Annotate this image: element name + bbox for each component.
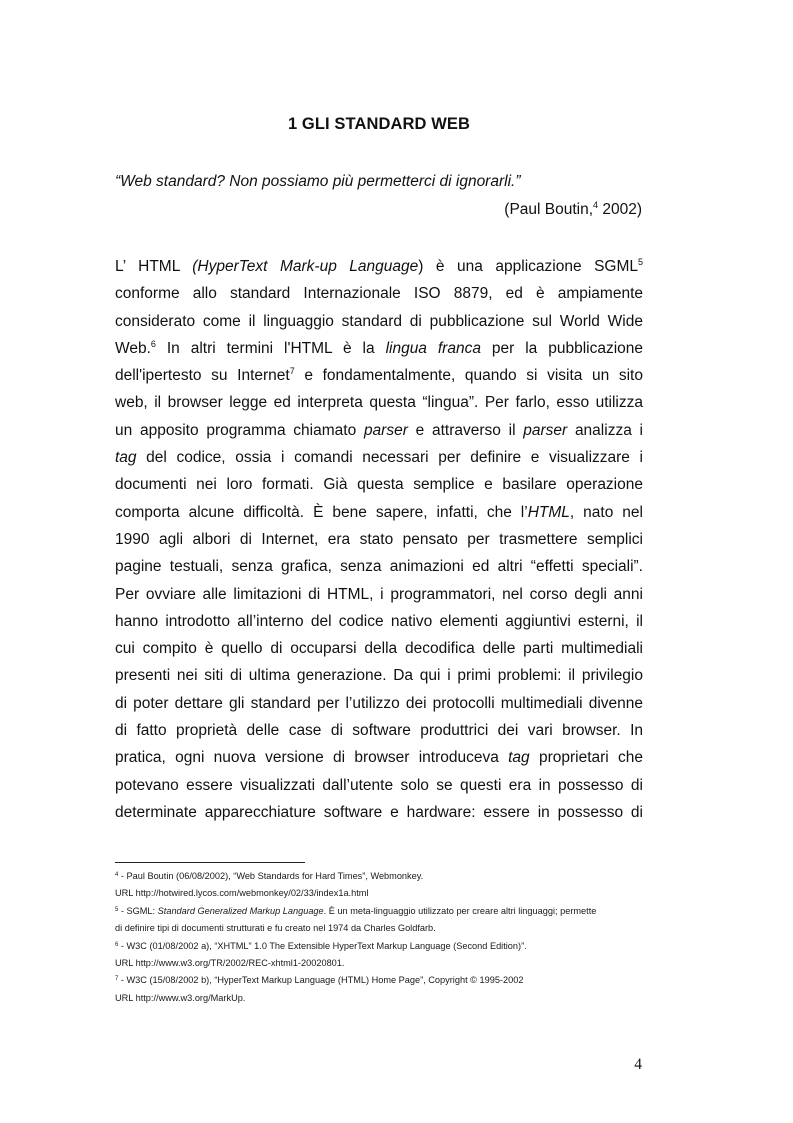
footnote-line [115, 868, 643, 885]
body-line [115, 608, 643, 635]
body-text: documenti nei loro formati. Già questa semplice e basilare operazione [115, 476, 643, 494]
body-line [115, 772, 643, 799]
body-italic: lingua franca [385, 339, 481, 357]
footnote-text: - W3C (01/08/2002 a), “XHTML” 1.0 The Extensible HyperText Markup Language (Second Edition)”. [118, 940, 527, 951]
body-line [115, 253, 643, 280]
body-text: hanno introdotto all’interno del codice nativo elementi aggiuntivi esterni, il [115, 612, 643, 630]
footnote-ref-4: 4 [115, 872, 119, 878]
footnote-ref-6: 6 [150, 338, 156, 349]
body-text: e fondamentalmente, quando si visita un sito [294, 367, 643, 385]
body-text: Web. [115, 339, 151, 357]
body-text: un apposito programma chiamato [115, 421, 364, 439]
body-text: e attraverso il [407, 421, 524, 439]
body-paragraph [115, 253, 643, 826]
body-text: determinate apparecchiature software e hardware: essere in possesso di [115, 803, 643, 821]
body-line [115, 499, 643, 526]
epigraph-quote: “Web standard? Non possiamo più permetterci di ignorarli.” [115, 173, 521, 190]
footnote-line [115, 990, 643, 1007]
page-number: 4 [634, 1056, 642, 1073]
footnote-text: di definire tipi di documenti strutturati e fu creato nel 1974 da Charles Goldfarb. [115, 923, 436, 934]
body-line [115, 581, 643, 608]
footnotes [115, 868, 643, 1007]
footnote-ref-7: 7 [289, 366, 295, 377]
footnote-text: . È un meta-linguaggio utilizzato per creare altri linguaggi; permette [323, 905, 597, 916]
body-text: dell'ipertesto su Internet [115, 367, 290, 385]
body-text: cui compito è quello di occuparsi della decodifica delle parti multimediali [115, 640, 643, 658]
footnote-text: - SGML: [118, 905, 158, 916]
body-text: L’ HTML [115, 258, 193, 275]
body-line [115, 717, 643, 744]
body-text: analizza i [567, 421, 643, 439]
body-line [115, 362, 643, 389]
footnote-text: - W3C (15/08/2002 b), “HyperText Markup Language (HTML) Home Page”, Copyright © 1995-2002 [118, 975, 524, 986]
body-line [115, 417, 643, 444]
body-italic: parser [523, 421, 568, 439]
body-text: considerato come il linguaggio standard di pubblicazione sul World Wide [115, 312, 643, 330]
epigraph-source [504, 201, 642, 219]
body-text: pratica, ogni nuova versione di browser introduceva [115, 749, 509, 767]
body-text: 1990 agli albori di Internet, era stato pensato per trasmettere semplici [115, 530, 643, 548]
footnote-text: - Paul Boutin (06/08/2002), “Web Standards for Hard Times”, Webmonkey. [118, 871, 424, 881]
body-line [115, 690, 643, 717]
body-text: ) è una applicazione SGML [418, 258, 638, 275]
footnote-ref-4: 4 [593, 200, 599, 210]
footnote-line [115, 903, 643, 920]
body-text: In altri termini l'HTML è la [155, 339, 386, 357]
body-text: Per ovviare alle limitazioni di HTML, i programmatori, nel corso degli anni [115, 585, 643, 603]
body-line [115, 526, 643, 553]
body-text: conforme allo standard Internazionale ISO 8879, ed è ampiamente [115, 285, 643, 303]
body-italic: parser [363, 421, 408, 439]
footnote-line [115, 938, 643, 955]
body-italic: tag [115, 449, 137, 467]
body-italic: (HyperText Mark-up Language [192, 258, 419, 275]
body-line [115, 799, 643, 826]
footnote-text: URL http://www.w3.org/MarkUp. [115, 992, 246, 1003]
epigraph-source-author: (Paul Boutin, [504, 201, 594, 218]
body-line [115, 744, 643, 771]
body-text: pagine testuali, senza grafica, senza animazioni ed altri “effetti speciali”. [115, 558, 643, 576]
body-text: di poter dettare gli standard per l’utilizzo dei protocolli multimediali divenne [115, 694, 643, 712]
footnote-text: URL http://hotwired.lycos.com/webmonkey/02/33/index1a.html [115, 888, 369, 899]
body-italic: tag [508, 749, 530, 767]
footnote-ref-5: 5 [638, 257, 644, 267]
body-text: , nato nel [569, 503, 643, 521]
epigraph-source-year: 2002) [598, 201, 642, 218]
body-text: proprietari che [529, 749, 643, 767]
body-text: potevano essere visualizzati dall’utente solo se questi era in possesso di [115, 776, 643, 794]
body-text: comporta alcune difficoltà. È bene sapere, infatti, che l’ [115, 503, 528, 521]
footnote-line [115, 885, 643, 902]
body-italic: HTML [527, 503, 570, 521]
body-line [115, 635, 643, 662]
body-text: per la pubblicazione [480, 339, 644, 357]
footnote-line [115, 920, 643, 937]
footnote-ref-5: 5 [115, 906, 119, 913]
body-line [115, 389, 643, 416]
body-line [115, 308, 643, 335]
body-line [115, 444, 643, 471]
footnote-ref-6: 6 [115, 941, 119, 948]
body-line [115, 335, 643, 362]
footnote-ref-7: 7 [115, 976, 119, 983]
body-line [115, 280, 643, 307]
footnote-italic: Standard Generalized Markup Language [157, 905, 324, 916]
body-line [115, 662, 643, 689]
footnote-line [115, 972, 643, 989]
chapter-heading: 1 GLI STANDARD WEB [287, 115, 471, 133]
footnote-separator [115, 862, 305, 863]
body-line [115, 553, 643, 580]
body-line [115, 471, 643, 498]
body-text: web, il browser legge ed interpreta questa “lingua”. Per farlo, esso utilizza [115, 394, 643, 412]
footnote-text: URL http://www.w3.org/TR/2002/REC-xhtml1-20020801. [115, 958, 345, 969]
body-text: presenti nei siti di ultima generazione. Da qui i primi problemi: il privilegio [115, 667, 643, 685]
body-text: di fatto proprietà delle case di software produttrici dei vari browser. In [115, 722, 643, 740]
body-text: del codice, ossia i comandi necessari per definire e visualizzare i [136, 449, 643, 467]
footnote-line [115, 955, 643, 972]
